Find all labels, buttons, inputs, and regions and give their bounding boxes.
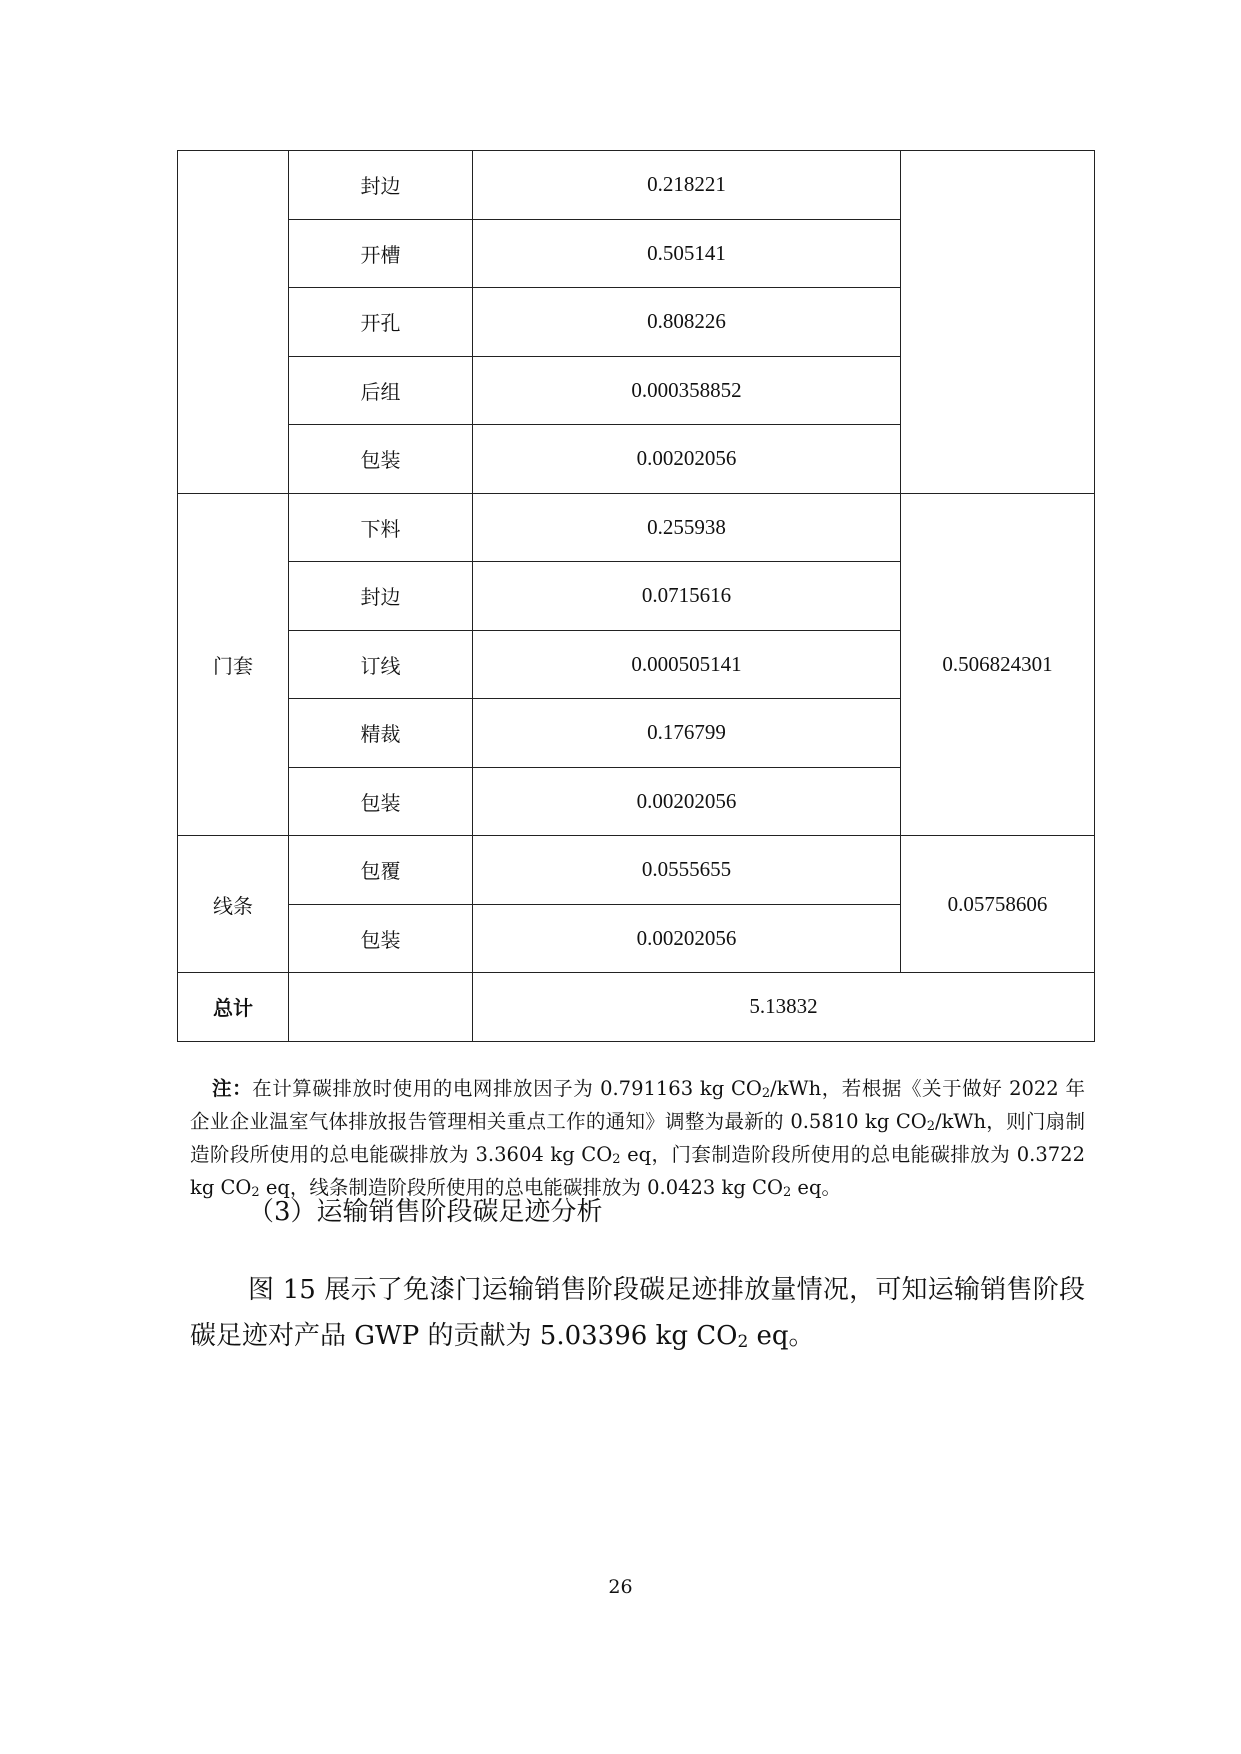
total-value: 5.13832 <box>473 973 1095 1042</box>
note-label: 注： <box>212 1076 253 1100</box>
table-row <box>178 493 1095 562</box>
note-subscript: 2 <box>612 1151 621 1167</box>
step-cell: 封边 <box>289 151 473 220</box>
note-subscript: 2 <box>761 1085 771 1101</box>
group-name-cell: 门套 <box>178 493 289 836</box>
group-cell-continued <box>178 151 289 494</box>
subtotal-cell-continued <box>901 151 1095 494</box>
note-text: /kWh，若根据《关于做好 2022 年企业企业温室气体排放报告管理相关重点工作的通知》调整为最新的 0.5810 kg CO <box>190 1076 1085 1133</box>
step-cell: 开孔 <box>289 288 473 357</box>
note-text: eq，门套制造阶段所使用的总电能碳排放为 0.3722 kg CO <box>190 1142 1085 1199</box>
table-row <box>178 836 1095 905</box>
subtotal-cell: 0.506824301 <box>901 493 1095 836</box>
step-cell: 下料 <box>289 493 473 562</box>
note-text: eq，线条制造阶段所使用的总电能碳排放为 0.0423 kg CO <box>259 1175 783 1199</box>
table-note <box>190 1072 1085 1204</box>
value-cell: 0.00202056 <box>473 767 901 836</box>
value-cell: 0.0715616 <box>473 562 901 631</box>
group-name-cell: 线条 <box>178 836 289 973</box>
value-cell: 0.255938 <box>473 493 901 562</box>
value-cell: 0.000505141 <box>473 630 901 699</box>
step-cell: 包覆 <box>289 836 473 905</box>
value-cell: 0.176799 <box>473 699 901 768</box>
value-cell: 0.0555655 <box>473 836 901 905</box>
value-cell: 0.000358852 <box>473 356 901 425</box>
step-cell: 封边 <box>289 562 473 631</box>
total-row <box>178 973 1095 1042</box>
note-subscript: 2 <box>926 1118 936 1134</box>
body-paragraph <box>190 1267 1085 1359</box>
step-cell: 精裁 <box>289 699 473 768</box>
step-cell: 后组 <box>289 356 473 425</box>
value-cell: 0.808226 <box>473 288 901 357</box>
step-cell: 订线 <box>289 630 473 699</box>
note-text: 在计算碳排放时使用的电网排放因子为 0.791163 kg CO <box>252 1076 762 1100</box>
subtotal-cell: 0.05758606 <box>901 836 1095 973</box>
paragraph-subscript: 2 <box>737 1332 749 1352</box>
total-label: 总计 <box>178 973 289 1042</box>
value-cell: 0.505141 <box>473 219 901 288</box>
table-row <box>178 151 1095 220</box>
note-subscript: 2 <box>782 1184 792 1200</box>
value-cell: 0.218221 <box>473 151 901 220</box>
paragraph-text: 图 15 展示了免漆门运输销售阶段碳足迹排放量情况，可知运输销售阶段碳足迹对产品 GWP 的贡献为 5.03396 kg CO <box>190 1275 1085 1351</box>
value-cell: 0.00202056 <box>473 904 901 973</box>
total-empty-cell <box>289 973 473 1042</box>
page-number: 26 <box>608 1576 633 1598</box>
step-cell: 开槽 <box>289 219 473 288</box>
note-subscript: 2 <box>251 1184 260 1200</box>
note-text: eq。 <box>791 1175 841 1199</box>
step-cell: 包装 <box>289 425 473 494</box>
step-cell: 包装 <box>289 904 473 973</box>
value-cell: 0.00202056 <box>473 425 901 494</box>
note-text: /kWh，则门扇制造阶段所使用的总电能碳排放为 3.3604 kg CO <box>190 1109 1085 1166</box>
paragraph-text: eq。 <box>748 1321 815 1351</box>
section-heading: （3）运输销售阶段碳足迹分析 <box>248 1197 603 1227</box>
emissions-table <box>177 150 1095 1042</box>
step-cell: 包装 <box>289 767 473 836</box>
